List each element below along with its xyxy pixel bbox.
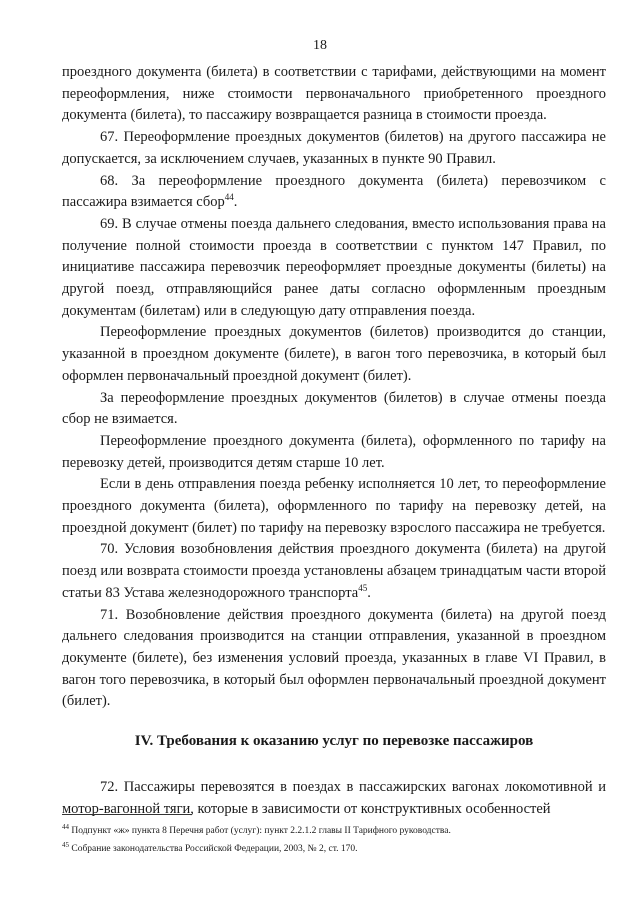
paragraph-69-2: Переоформление проездных документов (билетов) производится до станции, указанной в проездном документе (билете), в вагон того перевозчика, в который был оформлен первоначальный проездной документ (билет). <box>62 324 606 384</box>
footnotes <box>62 820 606 856</box>
document-body <box>62 62 606 820</box>
section-heading: IV. Требования к оказанию услуг по перевозке пассажиров <box>134 733 534 750</box>
footnote-45 <box>62 838 606 856</box>
paragraph-70 <box>62 539 606 604</box>
paragraph-66-continuation: проездного документа (билета) в соответствии с тарифами, действующими на момент переоформления, ниже стоимости первоначального приобретенного проездного документа (билета), то пассажиру возвращается разница в стоимости проезда. <box>62 64 606 124</box>
paragraph-68 <box>62 171 606 214</box>
page-number: 18 <box>313 38 327 53</box>
footnote-divider <box>62 814 192 815</box>
footnote-ref-44[interactable]: 44 <box>224 192 234 203</box>
paragraph-70-text: 70. Условия возобновления действия проездного документа (билета) на другой поезд или возврата стоимости проезда установлены абзацем тринадцатым части второй статьи 83 Устава железнодорожного транспорта <box>62 541 606 601</box>
footnote-ref-45[interactable]: 45 <box>358 583 368 594</box>
paragraph-70-end: . <box>367 584 371 601</box>
footnote-number-44: 44 <box>62 823 69 831</box>
paragraph-72: 72. Пассажиры перевозятся в поездах в пассажирских вагонах локомотивной и мотор-вагонной тяги, которые в зависимости от конструктивных особенностей <box>62 778 606 817</box>
paragraph-68-end: . <box>233 194 238 211</box>
paragraph-69-5: Если в день отправления поезда ребенку исполняется 10 лет, то переоформление проездного документа (билета), оформленного по тарифу на перевозку детей, на проездной документ (билет) по тарифу на перевозку взрослого пассажира не требуется. <box>62 476 606 536</box>
paragraph-71: 71. Возобновление действия проездного документа (билета) на другой поезд дальнего следования производится на станции отправления, указанной в проездном документе (билете), без изменения условий проезда, указанных в главе VI Правил, в вагон того перевозчика, в который был оформлен первоначальный проездной документ (билет). <box>62 606 606 710</box>
paragraph-69: 69. В случае отмены поезда дальнего следования, вместо использования права на получение полной стоимости проезда в соответствии с пунктом 147 Правил, по инициативе пассажира перевозчик переоформляет проездные документы (билеты) на другой поезд, отправляющийся ранее даты согласно оформленным проездным документам (билетам) или в следующую дату отправления поезда. <box>62 215 606 319</box>
footnote-number-45: 45 <box>62 841 69 850</box>
footnote-text-45: Собрание законодательства Российской Федерации, 2003, № 2, ст. 170. <box>71 844 358 855</box>
footnote-text-44: Подпункт «ж» пункта 8 Перечня работ (услуг): пункт 2.2.1.2 главы II Тарифного руководства. <box>71 826 451 837</box>
footnote-44 <box>62 820 606 838</box>
paragraph-69-3: За переоформление проездных документов (билетов) в случае отмены поезда сбор не взимается. <box>62 389 606 428</box>
paragraph-67: 67. Переоформление проездных документов (билетов) на другого пассажира не допускается, за исключением случаев, указанных в пункте 90 Правил. <box>62 129 606 167</box>
paragraph-69-4: Переоформление проездного документа (билета), оформленного по тарифу на перевозку детей, производится детям старше 10 лет. <box>62 432 606 471</box>
paragraph-68-text: 68. За переоформление проездного документа (билета) перевозчиком с пассажира взимается сбор <box>62 172 606 211</box>
